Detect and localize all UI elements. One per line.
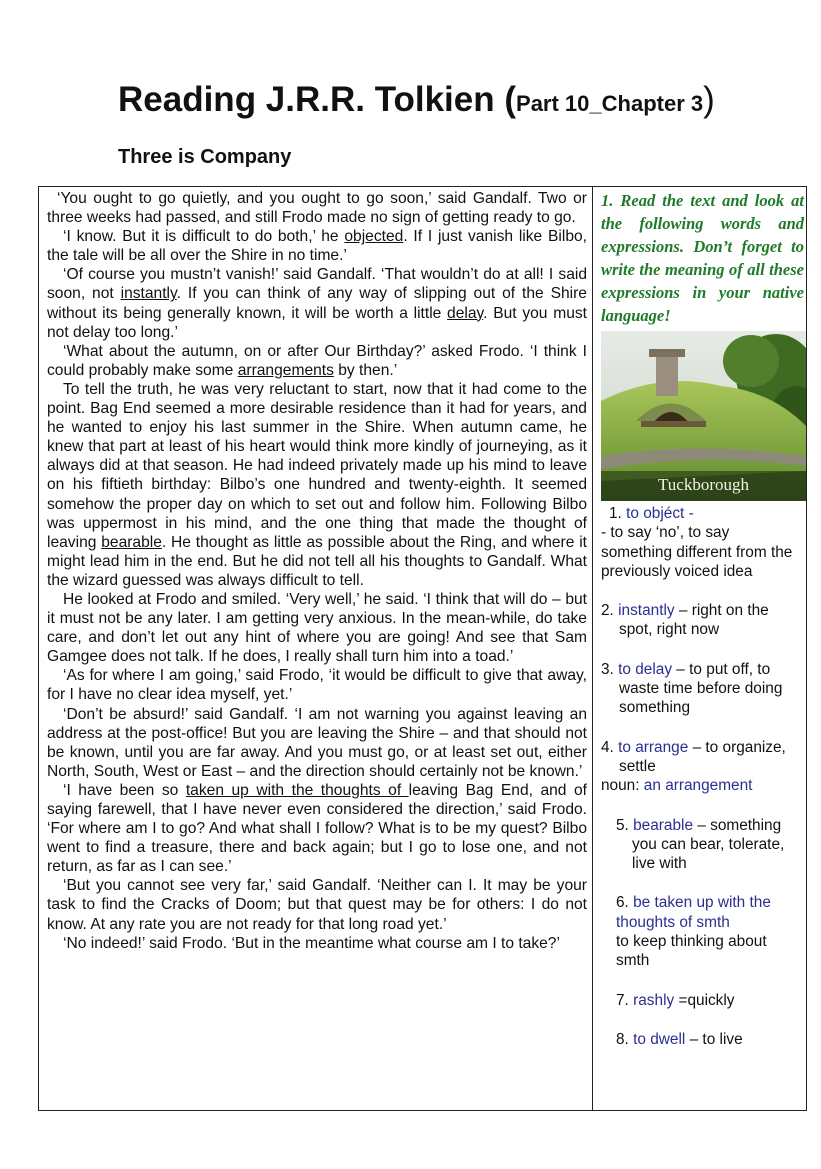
vocab-extra-term: an arrangement <box>643 777 753 795</box>
vocab-definition: - to say ‘no’, to say something different from the previously voiced idea <box>601 524 793 580</box>
story-paragraph: ‘Of course you mustn’t vanish!’ said Gandalf. ‘That wouldn’t do at all! I said soon, not instantly. If you can think of any way of slipping out of the Shire without its being generally known, it will be worth a little delay. But you must not delay too long.’ <box>47 266 587 341</box>
title-close: ) <box>703 80 715 119</box>
story-paragraph: ‘As for where I am going,’ said Frodo, ‘it would be difficult to give that away, for I have no clear idea myself, yet.’ <box>47 667 587 704</box>
vocab-definition: – to put off, to waste time before doing something <box>619 660 783 717</box>
vocab-item <box>601 660 804 718</box>
page-title <box>118 80 715 120</box>
vocab-definition: – right on the spot, right now <box>619 602 769 639</box>
vocab-number: 8. <box>616 1030 634 1048</box>
story-paragraph: ‘What about the autumn, on or after Our Birthday?’ asked Frodo. ‘I think I could probably make some arrangements by then.’ <box>47 342 587 379</box>
vocab-number: 2. <box>601 602 619 620</box>
vocabulary-list <box>601 504 804 1049</box>
vocab-number: 3. <box>601 660 619 678</box>
underlined-word: instantly <box>120 285 177 303</box>
vocab-number: 4. <box>601 738 619 756</box>
vocab-item <box>601 991 804 1010</box>
story-paragraph: ‘No indeed!’ said Frodo. ‘But in the meantime what course am I to take?’ <box>63 934 560 952</box>
story-paragraph: ‘I know. But it is difficult to do both,’ he objected. If I just vanish like Bilbo, the tale will be all over the Shire in no time.’ <box>47 228 587 265</box>
vocab-definition: – to organize, settle <box>619 738 786 775</box>
vocab-number: 7. <box>616 991 634 1009</box>
vocab-number: 6. <box>616 894 634 912</box>
title-main: Reading J.R.R. Tolkien ( <box>118 80 517 119</box>
vocab-term: to delay <box>618 660 673 678</box>
vocab-extra-label: noun: <box>601 777 644 795</box>
vocab-term: to objéct - <box>626 505 694 522</box>
tuckborough-picture <box>601 331 806 501</box>
vocab-number: 1. <box>609 505 627 522</box>
instructions: 1. Read the text and look at the following words and expressions. Don’t forget to write the meaning of all these expressions in your native language! <box>601 191 804 325</box>
content-table <box>38 186 807 1111</box>
vocab-number: 5. <box>616 816 634 834</box>
vocab-term: be taken up with the thoughts of smth <box>616 894 771 931</box>
vocab-extra <box>601 776 804 795</box>
vocab-definition: to keep thinking about smth <box>616 933 767 970</box>
vocab-item <box>601 601 804 640</box>
underlined-word: bearable <box>101 533 162 551</box>
story-paragraph: ‘Don’t be absurd!’ said Gandalf. ‘I am not warning you against leaving an address at the post-office! But you are leaving the Shire – and that should not be known, until you are far away. And you must go, or at least set out, either North, South, West or East – and the direction should certainly not be known.’ <box>47 705 587 780</box>
underlined-word: objected <box>344 228 404 246</box>
vocab-item <box>601 816 804 874</box>
vocab-item <box>601 504 804 581</box>
vocab-item <box>601 1030 804 1049</box>
subtitle: Three is Company <box>118 146 292 168</box>
vocab-definition: =quickly <box>674 991 735 1009</box>
story-paragraph: ‘You ought to go quietly, and you ought to go soon,’ said Gandalf. Two or three weeks had passed, and still Frodo made no sign of getting ready to go. <box>47 190 587 227</box>
vocab-term: rashly <box>633 991 675 1009</box>
picture-caption: Tuckborough <box>658 475 749 494</box>
vocab-term: instantly <box>618 602 675 620</box>
title-chapter: Chapter 3 <box>601 91 704 116</box>
vocab-term: to arrange <box>618 738 689 756</box>
vocab-term: bearable <box>633 816 694 834</box>
vocab-term: to dwell <box>633 1030 686 1048</box>
vocab-definition: – to live <box>685 1030 743 1048</box>
vocab-item <box>601 893 804 970</box>
underlined-word: taken up with the thoughts of <box>185 781 409 799</box>
story-paragraph: ‘I have been so taken up with the thoughts of leaving Bag End, and of saying farewell, that I have never even considered the direction,’ said Frodo. ‘For where am I to go? And what shall I follow? What is to be my quest? Bilbo went to find a treasure, there and back again; but I go to lose one, and not return, as far as I can see.’ <box>47 781 587 876</box>
story-paragraph: ‘But you cannot see very far,’ said Gandalf. ‘Neither can I. It may be your task to find the Cracks of Doom; but that quest may be for others: I do not know. At any rate you are not ready for that long road yet.’ <box>47 877 587 933</box>
underlined-word: delay <box>447 304 484 322</box>
column-divider <box>592 187 593 1110</box>
story-text <box>47 189 587 953</box>
title-part: Part 10_ <box>516 91 602 116</box>
story-paragraph: To tell the truth, he was very reluctant to start, now that it had come to the point. Bag End seemed a more desirable residence than it had for years, and he wanted to enjoy his last summer in the Shire. When autumn came, he knew that part at least of his heart would think more kindly of journeying, as it always did at that season. He had indeed privately made up his mind to leave on his fiftieth birthday: Bilbo’s one hundred and twenty-eighth. It seemed somehow the proper day on which to set out and follow him. Following Bilbo was uppermost in his mind, and the one thing that made the thought of leaving bearable. He thought as little as possible about the Ring, and where it might lead him in the end. But he did not tell all his thoughts to Gandalf. What the wizard guessed was always difficult to tell. <box>47 380 588 589</box>
underlined-word: arrangements <box>237 361 334 379</box>
vocab-definition: – something you can bear, tolerate, live with <box>632 816 785 873</box>
vocab-item <box>601 738 804 796</box>
sidebar <box>601 187 804 1049</box>
story-paragraph: He looked at Frodo and smiled. ‘Very well,’ he said. ‘I think that will do – but it must not be any later. I am getting very anxious. In the mean-while, do take care, and don’t let out any hint of where you are going! And see that Sam Gamgee does not talk. If he does, I really shall turn him into a toad.’ <box>47 590 587 666</box>
